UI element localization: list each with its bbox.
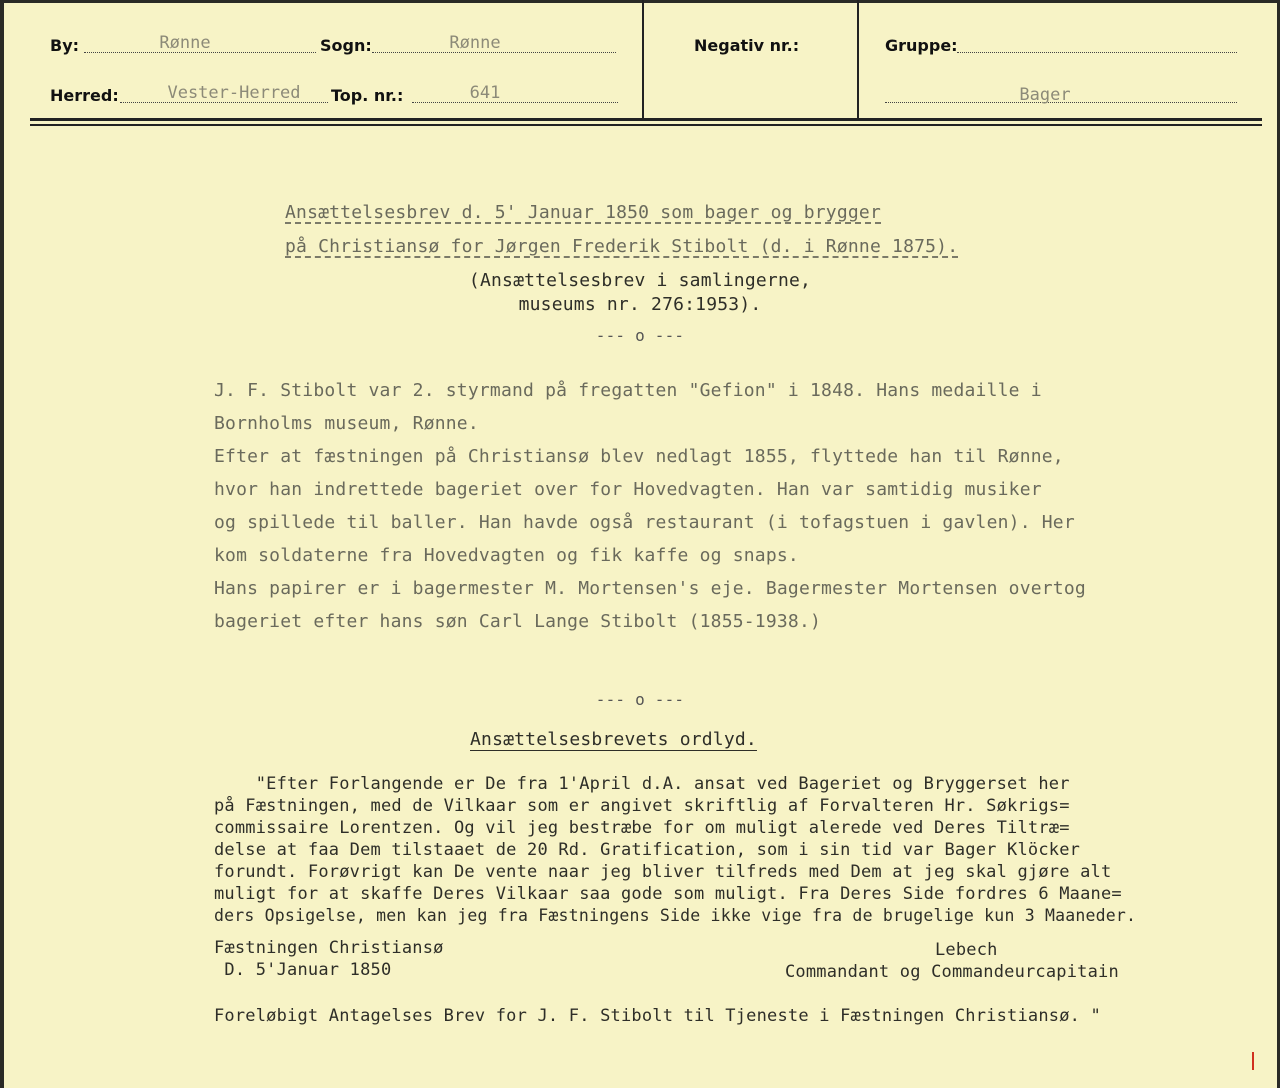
by-label: By: [50,36,80,55]
letter-line: commissaire Lorentzen. Og vil jeg bestræbe for om muligt alerede ved Deres Tiltræ= [214,818,1070,838]
header-rule-thin [30,124,1262,126]
letter-heading: Ansættelsesbrevets ordlyd. [470,729,757,750]
header-divider-2 [857,0,859,120]
letter-line: delse at faa Dem tilstaaet de 20 Rd. Gratification, som i sin tid var Bager Klöcker [214,840,1081,860]
title-line-2: på Christiansø for Jørgen Frederik Stibolt (d. i Rønne 1875). [285,236,959,257]
herred-value: Vester-Herred [167,83,301,103]
header-rule [30,118,1262,121]
body-line: bageriet efter hans søn Carl Lange Stibolt (1855-1938.) [214,611,822,632]
gruppe-label: Gruppe: [885,36,958,55]
gruppe-dots [957,52,1237,53]
letter-line: muligt for at skaffe Deres Vilkaar saa gode som muligt. Fra Deres Side fordres 6 Maane= [214,884,1122,904]
title-separator: --- o --- [595,326,685,345]
letter-signer-title: Commandant og Commandeurcapitain [785,962,1119,982]
top-nr-value: 641 [469,83,501,103]
by-value: Rønne [159,33,211,53]
body-line: hvor han indrettede bageriet over for Hovedvagten. Han var samtidig musiker [214,479,1042,500]
card-edge-left [0,0,4,1088]
letter-place: Fæstningen Christiansø [214,938,444,958]
top-nr-label: Top. nr.: [331,86,404,105]
letter-closing: Foreløbigt Antagelses Brev for J. F. Stibolt til Tjeneste i Fæstningen Christiansø. " [214,1006,1101,1026]
sogn-value: Rønne [449,33,501,53]
title-line-1: Ansættelsesbrev d. 5' Januar 1850 som bager og brygger [285,202,881,223]
body-line: Bornholms museum, Rønne. [214,413,479,434]
body-line: kom soldaterne fra Hovedvagten og fik kaffe og snaps. [214,545,799,566]
letter-date: D. 5'Januar 1850 [214,960,392,980]
body-line: J. F. Stibolt var 2. styrmand på fregatten "Gefion" i 1848. Hans medaille i [214,380,1042,401]
gruppe-value: Bager [1019,85,1071,105]
letter-line: "Efter Forlangende er De fra 1'April d.A. ansat ved Bageriet og Bryggerset her [214,774,1070,794]
body-line: Efter at fæstningen på Christiansø blev nedlagt 1855, flyttede han til Rønne, [214,446,1064,467]
header-divider-1 [642,0,644,120]
negativ-label: Negativ nr.: [694,36,800,55]
herred-label: Herred: [50,86,119,105]
card-edge-top [0,0,1280,3]
letter-signer: Lebech [935,940,998,960]
sogn-label: Sogn: [320,36,372,55]
body-line: Hans papirer er i bagermester M. Mortensen's eje. Bagermester Mortensen overtog [214,578,1086,599]
letter-line: forundt. Forøvrigt kan De vente naar jeg bliver tilfreds med Dem at jeg skal gjøre alt [214,862,1112,882]
red-mark [1252,1052,1254,1070]
body-line: og spillede til baller. Han havde også restaurant (i tofagstuen i gavlen). Her [214,512,1075,533]
letter-line: ders Opsigelse, men kan jeg fra Fæstningens Side ikke vige fra de brugelige kun 3 Maaneder. [214,906,1137,925]
body-separator: --- o --- [595,690,685,709]
title-sub-1: (Ansættelsesbrev i samlingerne, [468,270,812,291]
letter-line: på Fæstningen, med de Vilkaar som er angivet skriftlig af Forvalteren Hr. Søkrigs= [214,796,1070,816]
title-sub-2: museums nr. 276:1953). [518,294,762,315]
